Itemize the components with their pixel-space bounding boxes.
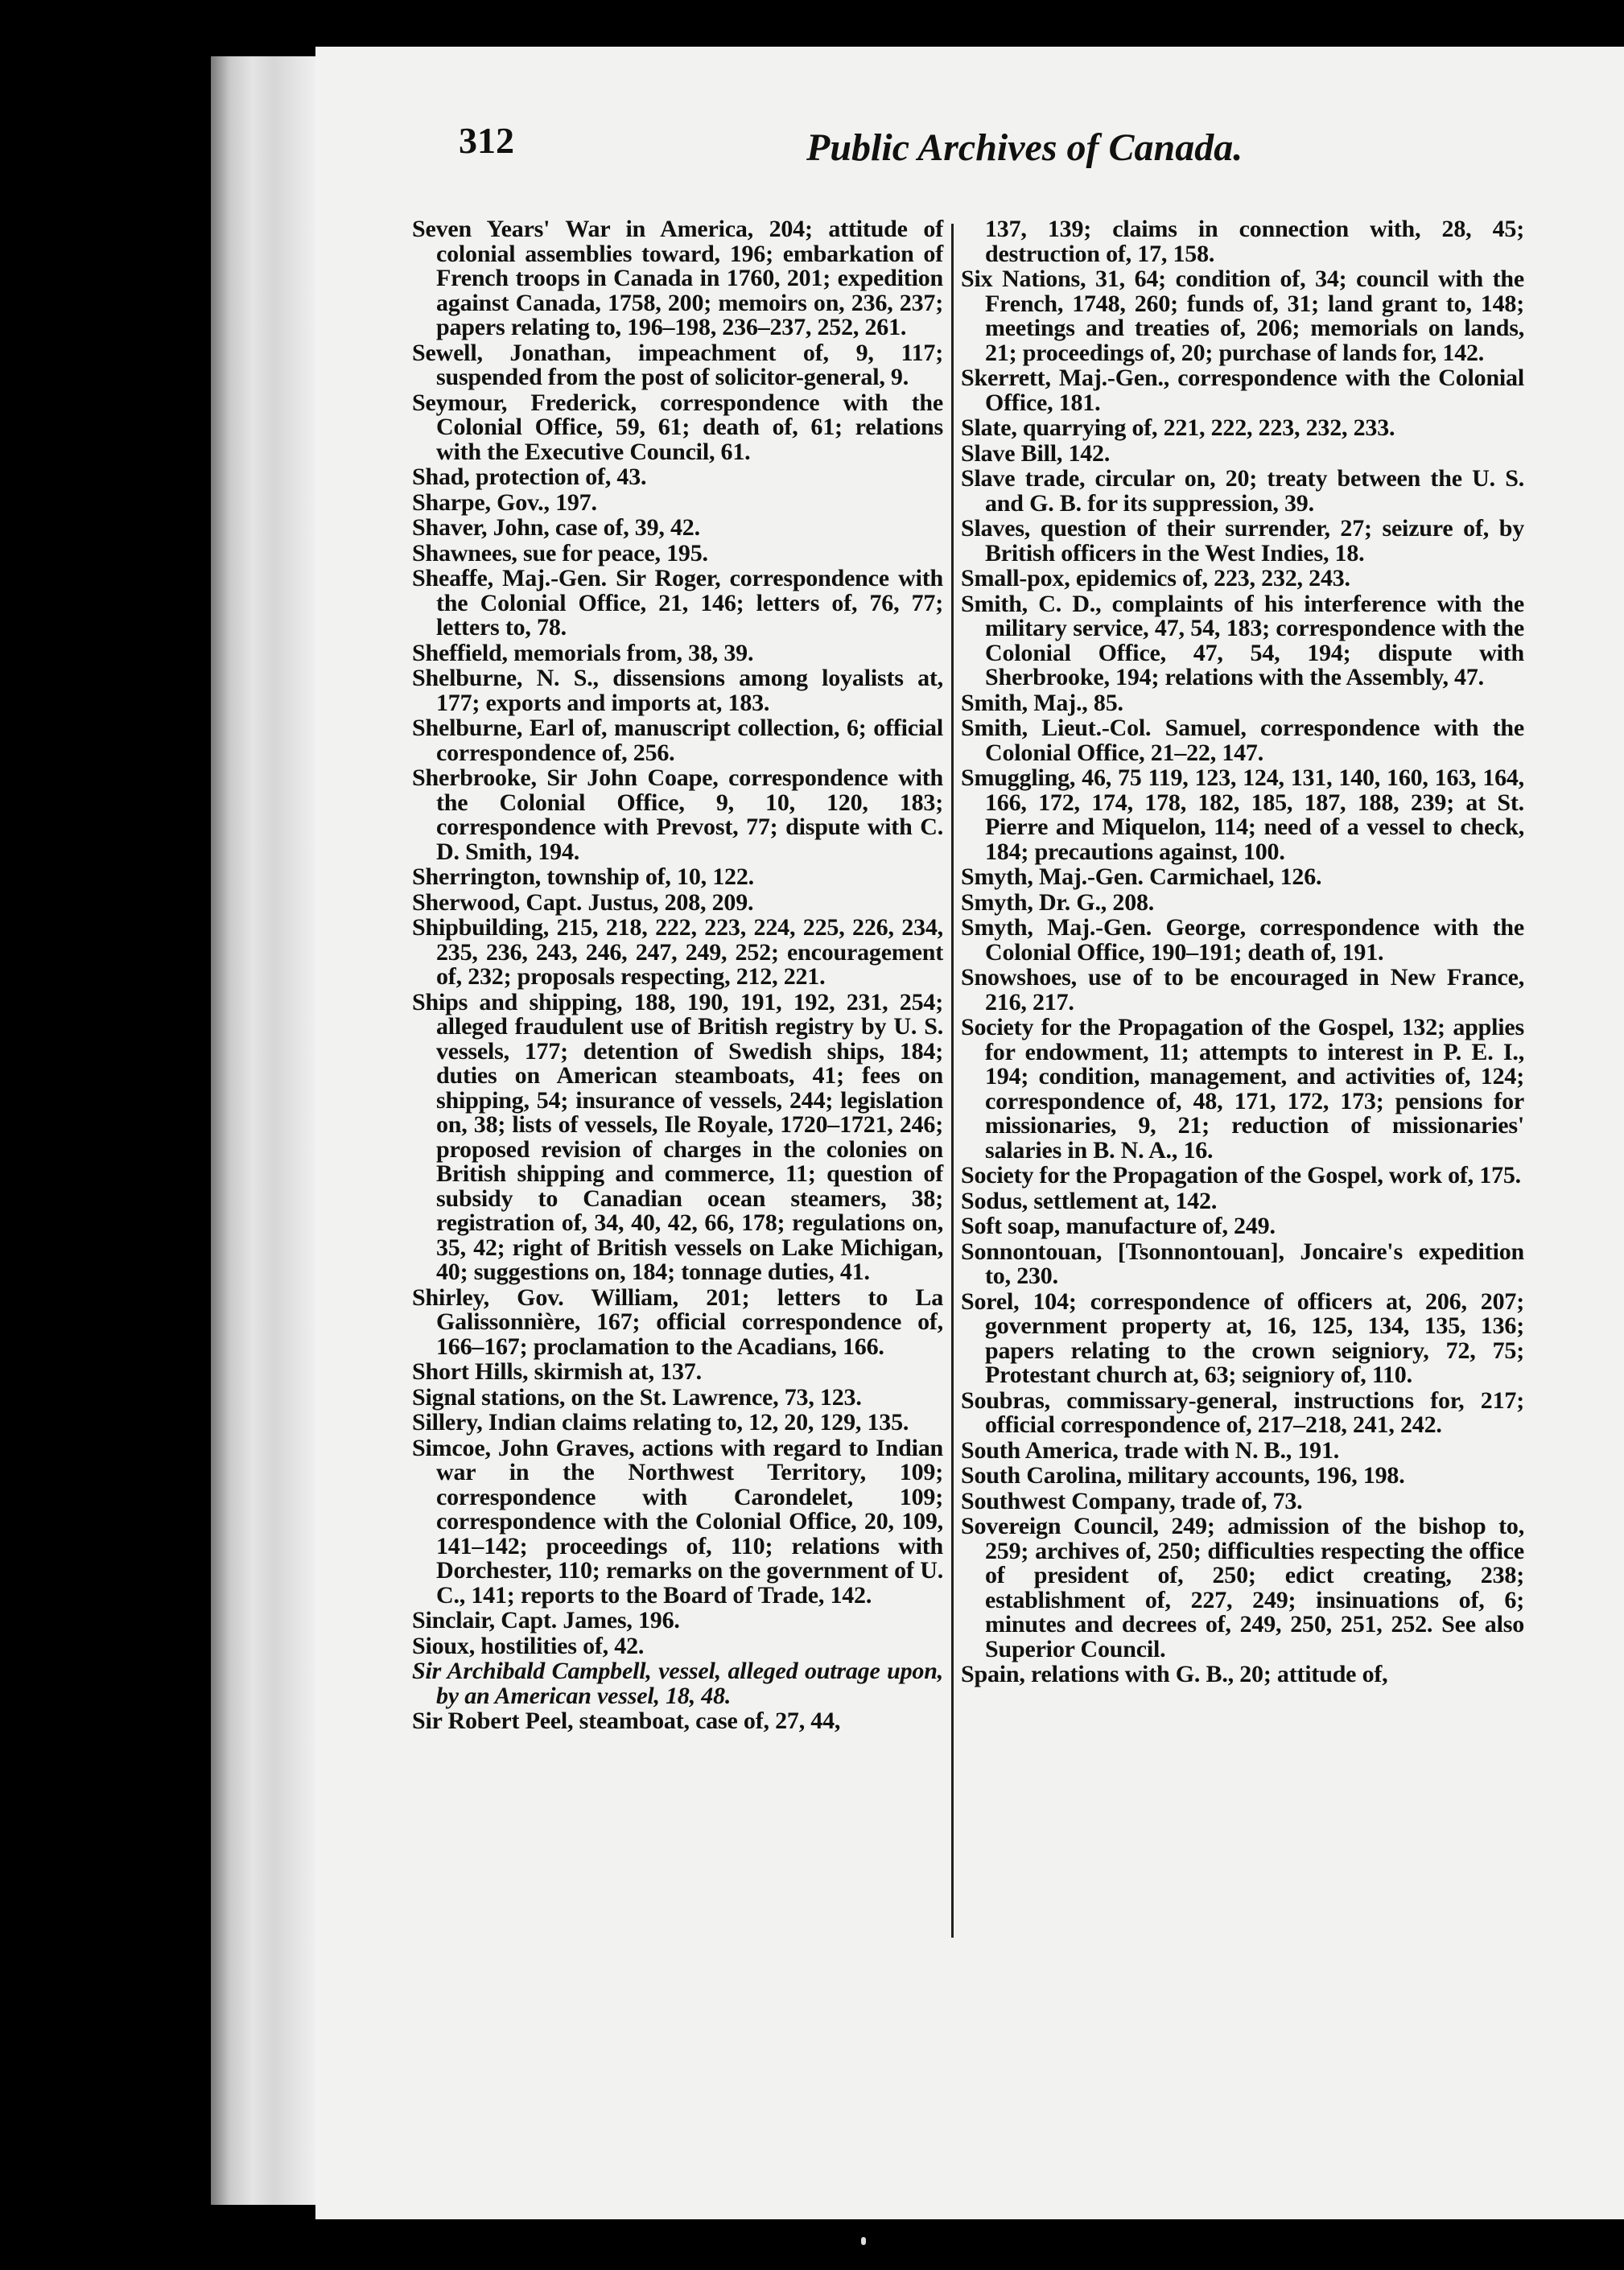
index-entry: Sherrington, township of, 10, 122. [412,863,754,890]
index-entry: Slate, quarrying of, 221, 222, 223, 232, 233. [961,414,1395,441]
index-entry: Seven Years' War in America, 204; attitude of colonial assemblies toward, 196; embarkation of French troops in Canada in 1760, 201; expedition against Canada, 1758, 200; memoirs on, 236, 237; papers relating to, 196–198, 236–237, 252, 261. [412,216,943,340]
index-entry: Smith, Lieut.-Col. Samuel, correspondence with the Colonial Office, 21–22, 147. [961,715,1524,766]
index-entry: Ships and shipping, 188, 190, 191, 192, 231, 254; alleged fraudulent use of British registry by U. S. vessels, 177; detention of Swedish ships, 184; duties on American steamboats, 41; fees on shipping, 54; insurance of vessels, 244; legislation on, 38; lists of vessels, Ile Royale, 1720–1721, 246; proposed revision of charges in the colonies on British shipping and commerce, 11; question of subsidy to Canadian ocean steamers, 38; registration of, 34, 40, 42, 66, 178; regulations on, 35, 42; right of British vessels on Lake Michigan, 40; suggestions on, 184; tonnage duties, 41. [412,988,943,1285]
index-entry: Shirley, Gov. William, 201; letters to La Galissonnière, 167; official correspondence of, 166–167; proclamation to the Acadians, 166. [412,1283,943,1360]
index-entry: Sovereign Council, 249; admission of the bishop to, 259; archives of, 250; difficulties respecting the office of president of, 250; edict creating, 238; establishment of, 227, 249; insinuations of, 6; minutes and decrees of, 249, 250, 251, 252. See also Superior Council. [961,1513,1524,1662]
index-entry: Shelburne, Earl of, manuscript collection, 6; official correspondence of, 256. [412,715,943,766]
index-entry: Seymour, Frederick, correspondence with the Colonial Office, 59, 61; death of, 61; relations with the Executive Council, 61. [412,389,943,465]
index-entry: Snowshoes, use of to be encouraged in New France, 216, 217. [961,964,1524,1016]
index-entry: Shad, protection of, 43. [412,463,647,490]
index-entry: Sheaffe, Maj.-Gen. Sir Roger, correspondence with the Colonial Office, 21, 146; letters of, 76, 77; letters to, 78. [412,565,943,641]
index-entry: Soubras, commissary-general, instructions for, 217; official correspondence of, 217–218, 241, 242. [961,1386,1524,1438]
index-entry: Sorel, 104; correspondence of officers at, 206, 207; government property at, 16, 125, 134, 135, 136; papers relating to the crown seigniory, 72, 75; Protestant church at, 63; seigniory of, 110. [961,1287,1524,1388]
index-entry: Sillery, Indian claims relating to, 12, 20, 129, 135. [412,1409,909,1436]
index-entry: Slaves, question of their surrender, 27; seizure of, by British officers in the West Indies, 18. [961,515,1524,566]
scan-speck [861,2237,866,2245]
index-entry: Shelburne, N. S., dissensions among loyalists at, 177; exports and imports at, 183. [412,665,943,716]
index-entry: Sioux, hostilities of, 42. [412,1632,645,1659]
column-divider [951,224,954,1938]
index-entry: Sonnontouan, [Tsonnontouan], Joncaire's expedition to, 230. [961,1238,1524,1289]
index-entry: Smyth, Dr. G., 208. [961,888,1155,916]
index-entry: Shipbuilding, 215, 218, 222, 223, 224, 225, 226, 234, 235, 236, 243, 246, 247, 249, 252; encouragement of, 232; proposals respecting, 212, 221. [412,914,943,990]
page-number: 312 [459,120,514,161]
index-column-left [412,217,943,1735]
index-entry: Short Hills, skirmish at, 137. [412,1358,702,1385]
index-entry: Shawnees, sue for peace, 195. [412,539,708,566]
index-entry: Six Nations, 31, 64; condition of, 34; council with the French, 1748, 260; funds of, 31; land grant to, 148; meetings and treaties of, 206; memorials on lands, 21; proceedings of, 20; purchase of lands for, 142. [961,266,1524,366]
running-head: Public Archives of Canada. [806,126,1243,169]
index-entry: Society for the Propagation of the Gospel, work of, 175. [961,1162,1521,1189]
index-entry: Sir Archibald Campbell, vessel, alleged outrage upon, by an American vessel, 18, 48. [412,1658,943,1709]
index-entry: Sherwood, Capt. Justus, 208, 209. [412,888,754,916]
index-entry: Sewell, Jonathan, impeachment of, 9, 117; suspended from the post of solicitor-general, 9. [412,339,943,390]
index-entry: Smith, Maj., 85. [961,689,1123,716]
book-page [315,47,1624,2219]
index-entry: Sinclair, Capt. James, 196. [412,1607,680,1633]
index-entry: Signal stations, on the St. Lawrence, 73, 123. [412,1383,862,1411]
index-entry: Skerrett, Maj.-Gen., correspondence with the Colonial Office, 181. [961,365,1524,416]
index-entry: Shaver, John, case of, 39, 42. [412,514,700,541]
index-entry: Sodus, settlement at, 142. [961,1187,1218,1214]
index-entry: Society for the Propagation of the Gospel, 132; applies for endowment, 11; attempts to interest in P. E. I., 194; condition, management, and activities of, 124; correspondence of, 48, 171, 172, 173; pensions for missionaries, 9, 21; reduction of missionaries' salaries in B. N. A., 16. [961,1014,1524,1164]
index-entry: Slave Bill, 142. [961,439,1111,467]
scan-border-bottom [0,2219,1624,2270]
index-entry: Smith, C. D., complaints of his interference with the military service, 47, 54, 183; correspondence with the Colonial Office, 47, 54, 194; dispute with Sherbrooke, 194; relations with the Assembly, 47. [961,590,1524,690]
index-entry: South America, trade with N. B., 191. [961,1436,1340,1464]
index-entry: Simcoe, John Graves, actions with regard to Indian war in the Northwest Territory, 109; correspondence with Carondelet, 109; correspondence with the Colonial Office, 20, 109, 141–142; proceedings of, 110; relations with Dorchester, 110; remarks on the government of U. C., 141; reports to the Board of Trade, 142. [412,1434,943,1609]
index-entry: Smyth, Maj.-Gen. George, correspondence with the Colonial Office, 190–191; death of, 191. [961,914,1524,966]
index-entry: Slave trade, circular on, 20; treaty between the U. S. and G. B. for its suppression, 39. [961,465,1524,517]
index-entry: Sir Robert Peel, steamboat, case of, 27, 44, [412,1708,841,1734]
index-entry: Southwest Company, trade of, 73. [961,1487,1303,1514]
index-entry: Sherbrooke, Sir John Coape, correspondence with the Colonial Office, 9, 10, 120, 183; correspondence with Prevost, 77; dispute with C. D. Smith, 194. [412,764,943,865]
index-entry: Soft soap, manufacture of, 249. [961,1213,1276,1239]
index-entry: South Carolina, military accounts, 196, 198. [961,1462,1405,1489]
index-entry: Sheffield, memorials from, 38, 39. [412,639,754,666]
index-column-right [961,217,1524,1688]
index-entry: Small-pox, epidemics of, 223, 232, 243. [961,565,1350,591]
book-spine [211,56,315,2205]
index-entry: 137, 139; claims in connection with, 28, 45; destruction of, 17, 158. [985,216,1524,267]
index-entry: Smyth, Maj.-Gen. Carmichael, 126. [961,863,1322,890]
index-entry: Smuggling, 46, 75 119, 123, 124, 131, 140, 160, 163, 164, 166, 172, 174, 178, 182, 185, 187, 188, 239; at St. Pierre and Miquelon, 114; need of a vessel to check, 184; precautions against, 100. [961,764,1524,865]
index-entry: Sharpe, Gov., 197. [412,488,597,516]
scan-border-left [0,0,211,2270]
index-entry: Spain, relations with G. B., 20; attitude of, [961,1661,1388,1687]
